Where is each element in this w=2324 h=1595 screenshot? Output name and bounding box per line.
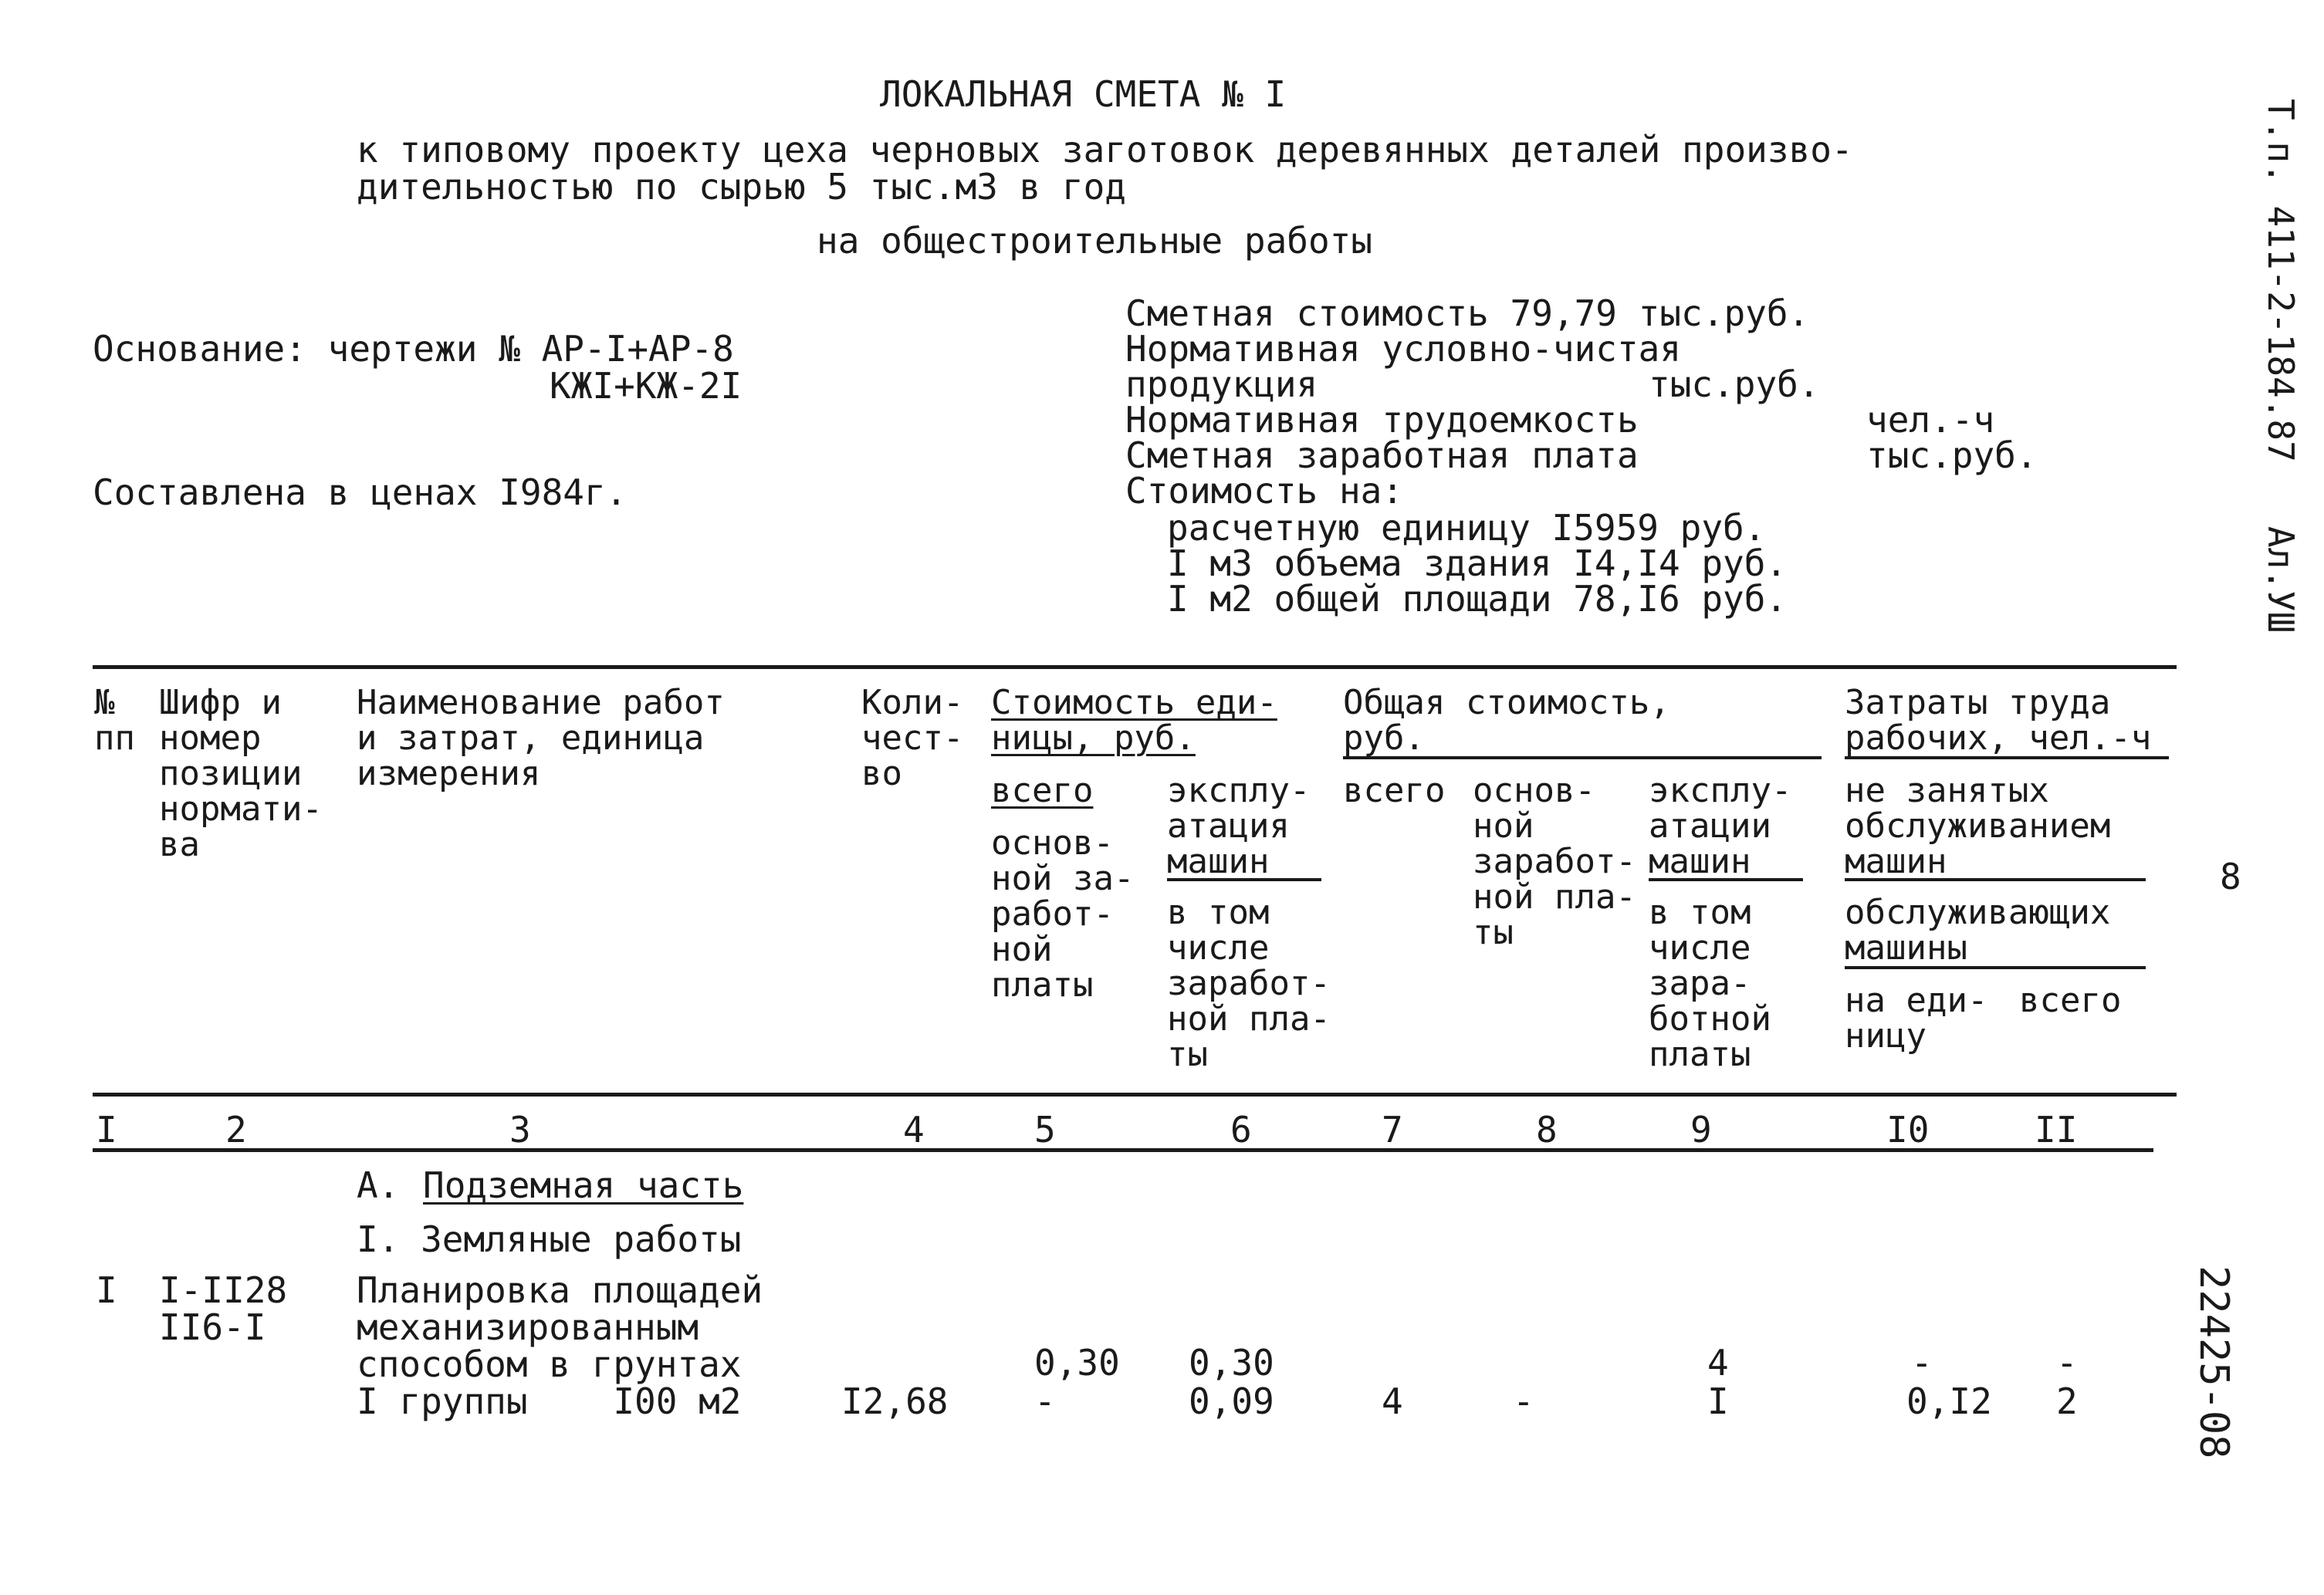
column-number: 3 [509,1109,531,1151]
basis-label: Основание: чертежи № АР-I+АР-8 [93,328,734,370]
table-header-bottom-rule [93,1093,2177,1097]
summary-line: тыс.руб. [1649,363,1820,405]
subtitle-line-2: дительностью по сырью 5 тыс.м3 в год [357,166,1126,208]
row-col-5-bottom: - [1034,1380,1056,1422]
column-number: I0 [1886,1109,1930,1151]
row-col-9-top: 4 [1707,1342,1729,1384]
header-labor: Затраты труда рабочих, чел.-ч [1845,683,2152,758]
column-number: 8 [1536,1109,1558,1151]
header-labor-b-rule [1845,966,2146,969]
column-number: 5 [1034,1109,1056,1151]
header-col-6-rule [1167,878,1321,881]
summary-line: Стоимость на: [1125,470,1404,512]
summary-line: продукция [1125,363,1318,405]
header-labor-a: не занятых обслуживанием машин [1845,771,2111,881]
row-col-11-top: - [2056,1342,2078,1384]
summary-line: Сметная стоимость 79,79 тыс.руб. [1125,292,1810,334]
header-col-9-bottom: в том числе зара- ботной платы [1649,893,1771,1074]
table-top-rule [93,665,2177,669]
header-col-6-bottom: в том числе заработ- ной пла- ты [1167,893,1331,1074]
header-col-8: основ- ной заработ- ной пла- ты [1473,771,1636,952]
row-col-10-bottom: 0,I2 [1906,1380,1992,1422]
row-col-7: 4 [1382,1380,1403,1422]
row-col-9-bottom: I [1707,1380,1729,1422]
row-col-5-top: 0,30 [1034,1342,1120,1384]
section-title: Подземная часть [423,1164,744,1206]
subtitle-line-3: на общестроительные работы [817,220,1373,262]
header-total-cost: Общая стоимость, руб. [1343,683,1670,758]
side-page-number: 8 [2220,856,2241,897]
summary-line: I м3 объема здания I4,I4 руб. [1167,542,1788,584]
row-quantity: I2,68 [841,1380,949,1422]
header-col-4: Коли- чест- во [861,683,964,793]
summary-line: Нормативная условно-чистая [1125,328,1682,370]
summary-line: I м2 общей площади 78,I6 руб. [1167,578,1788,620]
header-labor-rule [1845,756,2169,759]
header-col-11: всего [2019,981,2122,1020]
header-unit-cost: Стоимость еди- ницы, руб. [991,683,1277,758]
column-number: I [96,1109,117,1151]
header-labor-a-rule [1845,878,2146,881]
row-col-6-bottom: 0,09 [1189,1380,1274,1422]
section-letter: А. [357,1164,400,1206]
column-number: 7 [1382,1109,1403,1151]
row-col-11-bottom: 2 [2056,1380,2078,1422]
compiled-prices: Составлена в ценах I984г. [93,471,628,513]
document-title: ЛОКАЛЬНАЯ СМЕТА № I [880,73,1287,115]
header-col-3: Наименование работ и затрат, единица измерения [357,683,725,793]
header-col-2: Шифр и номер позиции нормати- ва [159,683,323,864]
row-col-6-top: 0,30 [1189,1342,1274,1384]
column-number: 9 [1690,1109,1712,1151]
row-name: Планировка площадей механизированным способом в грунтах I группы I00 м2 [357,1269,763,1422]
header-labor-b: обслуживающих машины [1845,893,2111,968]
row-code: I-II28 II6-I [159,1269,288,1348]
header-col-10: на еди- ницу [1845,981,1988,1056]
subtitle-line-1: к типовому проекту цеха черновых заготовок деревянных деталей произво- [357,129,1853,171]
column-number: 2 [225,1109,247,1151]
column-number: 6 [1230,1109,1252,1151]
header-col-6-top: эксплу- атация машин [1167,771,1311,881]
summary-line: Сметная заработная плата [1125,434,1639,476]
header-col-7: всего [1343,771,1446,810]
side-stamp-top: Т.п. 411-2-184.87 Ал.УШ [2260,99,2302,634]
header-col-9-top: эксплу- атации машин [1649,771,1792,881]
header-col-9-rule [1649,878,1803,881]
row-col-8: - [1513,1380,1534,1422]
row-col-10-top: - [1911,1342,1933,1384]
column-numbers-rule [93,1148,2153,1152]
summary-line: тыс.руб. [1866,434,2038,476]
header-col-1: № пп [94,683,135,758]
header-total-cost-rule [1343,756,1822,759]
summary-line: Нормативная трудоемкость [1125,399,1639,441]
header-col-5-bottom: основ- ной за- работ- ной платы [991,823,1135,1005]
summary-line: чел.-ч [1866,399,1995,441]
column-number: 4 [903,1109,925,1151]
summary-line: расчетную единицу I5959 руб. [1167,507,1766,549]
header-col-5-top: всего [991,771,1094,810]
column-number: II [2035,1109,2078,1151]
subsection-title: I. Земляные работы [357,1218,742,1260]
row-number: I [96,1269,117,1311]
basis-line-2: КЖI+КЖ-2I [550,365,743,407]
side-stamp-bottom: 22425-08 [2190,1266,2237,1459]
